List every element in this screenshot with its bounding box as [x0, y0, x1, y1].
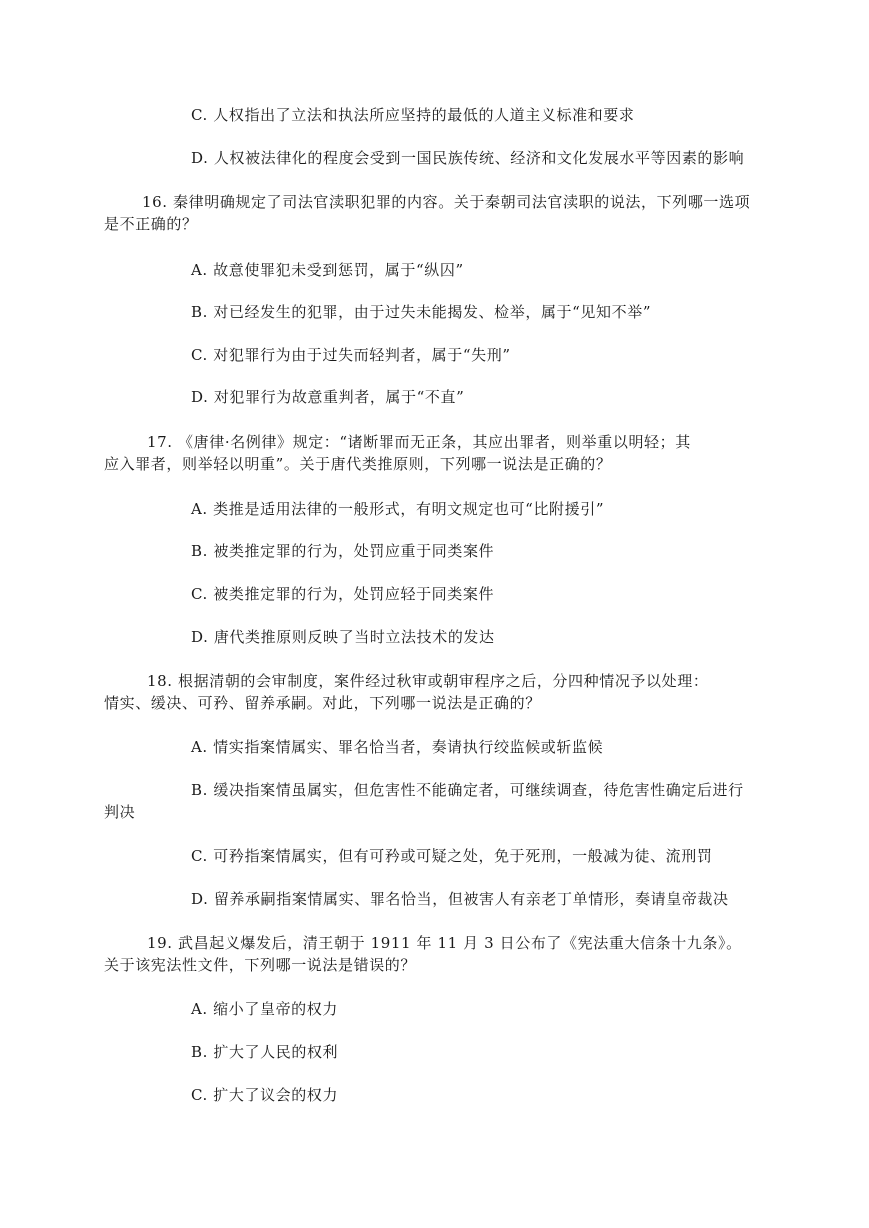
question-stem: 16. 秦律明确规定了司法官渎职犯罪的内容。关于秦朝司法官渎职的说法，下列哪一选项 [142, 193, 751, 211]
option-text: A. 类推是适用法律的一般形式，有明文规定也可“比附援引” [191, 500, 605, 518]
option-text: B. 对已经发生的犯罪，由于过失未能揭发、检举，属于“见知不举” [191, 303, 652, 321]
option-text: B. 缓决指案情虽属实，但危害性不能确定者，可继续调查，待危害性确定后进行 [191, 781, 744, 799]
option-text: D. 人权被法律化的程度会受到一国民族传统、经济和文化发展水平等因素的影响 [191, 149, 745, 167]
question-stem: 关于该宪法性文件，下列哪一说法是错误的？ [104, 956, 417, 974]
question-stem: 19. 武昌起义爆发后，清王朝于 1911 年 11 月 3 日公布了《宪法重大信条十九条》。 [147, 934, 742, 952]
option-text: C. 扩大了议会的权力 [191, 1086, 339, 1104]
option-text: D. 对犯罪行为故意重判者，属于“不直” [191, 388, 465, 406]
option-text: C. 人权指出了立法和执法所应坚持的最低的人道主义标准和要求 [191, 106, 635, 124]
question-stem: 应入罪者，则举轻以明重”。关于唐代类推原则，下列哪一说法是正确的？ [104, 455, 612, 473]
question-stem: 情实、缓决、可矜、留养承嗣。对此，下列哪一说法是正确的？ [104, 694, 541, 712]
option-text: 判决 [104, 803, 136, 821]
option-text: A. 故意使罪犯未受到惩罚，属于“纵囚” [191, 261, 464, 279]
option-text: C. 可矜指案情属实，但有可矜或可疑之处，免于死刑，一般减为徒、流刑罚 [191, 847, 713, 865]
option-text: A. 缩小了皇帝的权力 [191, 1000, 338, 1018]
option-text: B. 扩大了人民的权利 [191, 1043, 339, 1061]
option-text: A. 情实指案情属实、罪名恰当者，奏请执行绞监候或斩监候 [191, 738, 604, 756]
question-stem: 17. 《唐律·名例律》规定：“诸断罪而无正条，其应出罪者，则举重以明轻；其 [147, 433, 691, 451]
option-text: D. 留养承嗣指案情属实、罪名恰当，但被害人有亲老丁单情形，奏请皇帝裁决 [191, 890, 729, 908]
option-text: C. 对犯罪行为由于过失而轻判者，属于“失刑” [191, 346, 511, 364]
option-text: D. 唐代类推原则反映了当时立法技术的发达 [191, 628, 495, 646]
question-stem: 是不正确的？ [104, 215, 198, 233]
option-text: B. 被类推定罪的行为，处罚应重于同类案件 [191, 542, 495, 560]
option-text: C. 被类推定罪的行为，处罚应轻于同类案件 [191, 585, 495, 603]
question-stem: 18. 根据清朝的会审制度，案件经过秋审或朝审程序之后，分四种情况予以处理： [147, 672, 709, 690]
